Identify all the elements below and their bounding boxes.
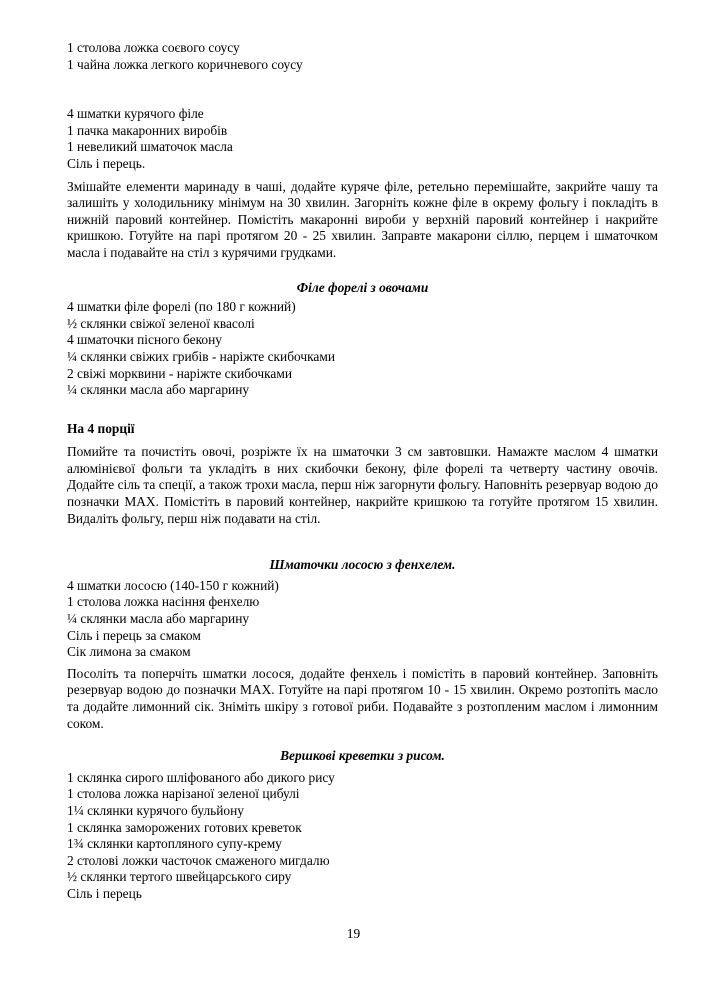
list-item: Сіль і перець. [67,155,146,171]
page-number: 19 [346,926,361,941]
list-item: ¼ склянки масла або маргарину [67,382,250,398]
trout-servings: На 4 порції [67,420,135,436]
list-item: 1 столова ложка соєвого соусу [67,40,240,55]
list-item: ½ склянки тертого швейцарського сиру [67,869,292,885]
list-item: ½ склянки свіжої зеленої квасолі [67,315,255,331]
list-item: Сік лимона за смаком [67,644,191,660]
salmon-recipe-title: Шматочки лососю з фенхелем. [269,557,456,573]
list-item: ¼ склянки свіжих грибів - наріжте скибочками [67,348,335,364]
list-item: 1 пачка макаронних виробів [67,122,228,138]
list-item: Сіль і перець [67,885,142,901]
shrimp-recipe-title: Вершкові креветки з рисом. [280,748,445,764]
list-item: 1 столова ложка нарізаної зеленої цибулі [67,786,300,802]
list-item: 1 склянка сирого шліфованого або дикого рису [67,769,335,785]
list-item: 1 столова ложка насіння фенхелю [67,594,260,610]
salmon-instructions: Посоліть та поперчіть шматки лосося, додайте фенхель і помістіть в паровий контейнер. Заповніть резервуар водою до позначки MAX. Готуйте на парі протягом 10 - 15 хвилин. Окремо розтопіть масло та додайте лимонний сік. Зніміть шкіру з готової риби. Подавайте з розтопленим маслом і лимонним соком. [67,665,658,731]
list-item: 4 шматки лососю (140-150 г кожний) [67,577,279,593]
list-item: 1¾ склянки картопляного супу-крему [67,836,282,852]
list-item: ¼ склянки масла або маргарину [67,611,250,627]
trout-instructions: Помийте та почистіть овочі, розріжте їх на шматочки 3 см завтовшки. Намажте маслом 4 шматки алюмінієвої фольги та укладіть в них скибочки бекону, філе форелі та четверту частину овочів. Додайте сіль та спеції, а також трохи масла, перш ніж загорнути фольгу. Наповніть резервуар водою до позначки MAX. Помістіть в паровий контейнер, накрийте кришкою та готуйте протягом 15 хвилин. Видаліть фольгу, перш ніж подавати на стіл. [67,444,658,526]
list-item: 4 шматки курячого філе [67,106,204,122]
shrimp-ingredient-list [67,770,658,903]
list-item: Сіль і перець за смаком [67,627,201,643]
trout-ingredient-list [67,299,658,399]
list-item: 2 столові ложки часточок смаженого мигдалю [67,852,330,868]
list-item: 1 склянка заморожених готових креветок [67,819,302,835]
list-item: 4 шматки філе форелі (по 180 г кожний) [67,299,296,315]
list-item: 4 шматочки пісного бекону [67,332,222,348]
chicken-instructions: Змішайте елементи маринаду в чаші, додайте куряче філе, ретельно перемішайте, закрийте чашу та залишіть у холодильнику мінімум на 30 хвилин. Загорніть кожне філе в окрему фольгу і покладіть в нижній паровий контейнер. Помістіть макаронні вироби у верхній паровий контейнер і накрийте кришкою. Готуйте на парі протягом 20 - 25 хвилин. Заправте макарони сіллю, перцем і шматочком масла і подавайте на стіл з курячими грудками. [67,178,658,260]
trout-recipe-title: Філе форелі з овочами [296,279,429,295]
salmon-ingredient-list [67,578,658,661]
list-item: 2 свіжі морквини - наріжте скибочками [67,365,293,381]
list-item: 1 невеликий шматочок масла [67,139,233,155]
list-item: 1 чайна ложка легкого коричневого соусу [67,56,303,72]
chicken-ingredient-list [67,106,658,172]
list-item: 1¼ склянки курячого бульйону [67,802,244,818]
intro-ingredient-list [67,40,658,73]
document-page [67,40,658,903]
